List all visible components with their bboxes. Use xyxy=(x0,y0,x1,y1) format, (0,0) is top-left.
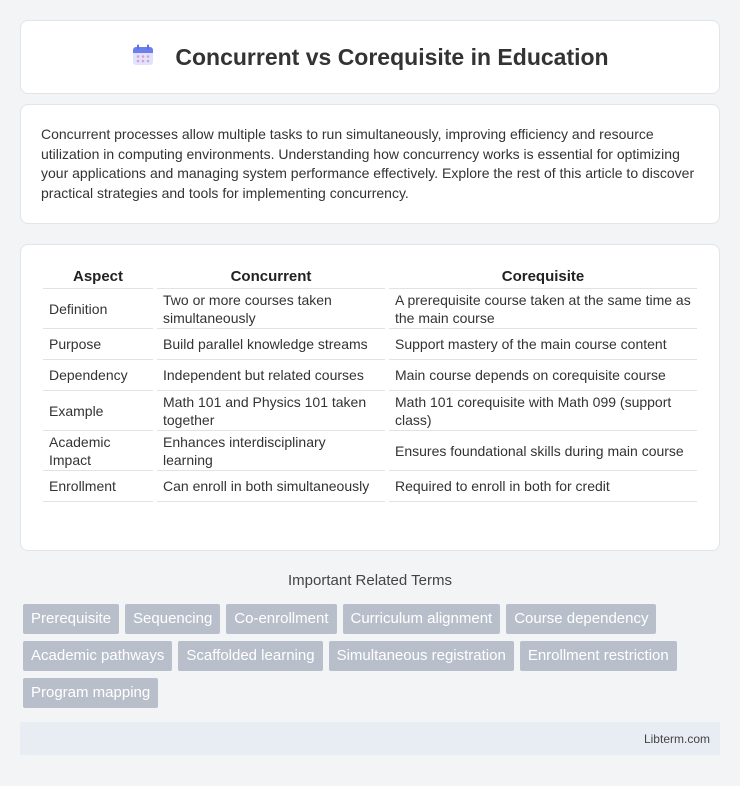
table-header-row xyxy=(43,265,697,289)
calendar-icon xyxy=(131,43,155,72)
cell-concurrent: Enhances interdisciplinary learning xyxy=(157,431,385,471)
table-row xyxy=(43,431,697,471)
tag-sequencing[interactable]: Sequencing xyxy=(125,604,220,634)
cell-aspect: Enrollment xyxy=(43,471,153,502)
header-aspect: Aspect xyxy=(43,265,153,289)
tag-program-mapping[interactable]: Program mapping xyxy=(23,678,158,708)
header-corequisite: Corequisite xyxy=(389,265,697,289)
intro-card xyxy=(20,104,720,224)
tag-academic-pathways[interactable]: Academic pathways xyxy=(23,641,172,671)
header-concurrent: Concurrent xyxy=(157,265,385,289)
header xyxy=(131,43,608,72)
tag-simultaneous-registration[interactable]: Simultaneous registration xyxy=(329,641,514,671)
tag-enrollment-restriction[interactable]: Enrollment restriction xyxy=(520,641,677,671)
footer-link[interactable]: Libterm.com xyxy=(643,731,710,746)
page-title: Concurrent vs Corequisite in Education xyxy=(175,43,609,70)
tag-course-dependency[interactable]: Course dependency xyxy=(506,604,656,634)
header-card xyxy=(20,20,720,94)
table-row xyxy=(43,360,697,391)
table-row xyxy=(43,329,697,360)
cell-corequisite: Ensures foundational skills during main course xyxy=(389,431,697,471)
cell-concurrent: Independent but related courses xyxy=(157,360,385,391)
table-row xyxy=(43,391,697,431)
related-terms-tags xyxy=(23,604,723,708)
tag-curriculum-alignment[interactable]: Curriculum alignment xyxy=(343,604,501,634)
cell-concurrent: Two or more courses taken simultaneously xyxy=(157,289,385,329)
table-row xyxy=(43,289,697,329)
cell-aspect: Academic Impact xyxy=(43,431,153,471)
cell-aspect: Definition xyxy=(43,289,153,329)
cell-corequisite: Main course depends on corequisite course xyxy=(389,360,697,391)
cell-concurrent: Can enroll in both simultaneously xyxy=(157,471,385,502)
cell-concurrent: Math 101 and Physics 101 taken together xyxy=(157,391,385,431)
tag-prerequisite[interactable]: Prerequisite xyxy=(23,604,119,634)
cell-aspect: Dependency xyxy=(43,360,153,391)
comparison-table-card xyxy=(20,244,720,551)
cell-concurrent: Build parallel knowledge streams xyxy=(157,329,385,360)
table-row xyxy=(43,471,697,502)
cell-corequisite: Math 101 corequisite with Math 099 (support class) xyxy=(389,391,697,431)
cell-aspect: Purpose xyxy=(43,329,153,360)
intro-text: Concurrent processes allow multiple tasks to run simultaneously, improving efficiency and resource utilization in computing environments. Understanding how concurrency works is essential for optimizing your applications and managing system performance effectively. Explore the rest of this article to discover practical strategies and tools for implementing concurrency. xyxy=(41,126,695,201)
related-terms-title: Important Related Terms xyxy=(288,572,452,589)
tag-co-enrollment[interactable]: Co-enrollment xyxy=(226,604,336,634)
cell-corequisite: Required to enroll in both for credit xyxy=(389,471,697,502)
cell-corequisite: Support mastery of the main course content xyxy=(389,329,697,360)
cell-aspect: Example xyxy=(43,391,153,431)
cell-corequisite: A prerequisite course taken at the same time as the main course xyxy=(389,289,697,329)
comparison-table xyxy=(39,265,701,502)
tag-scaffolded-learning[interactable]: Scaffolded learning xyxy=(178,641,322,671)
footer xyxy=(20,722,720,755)
